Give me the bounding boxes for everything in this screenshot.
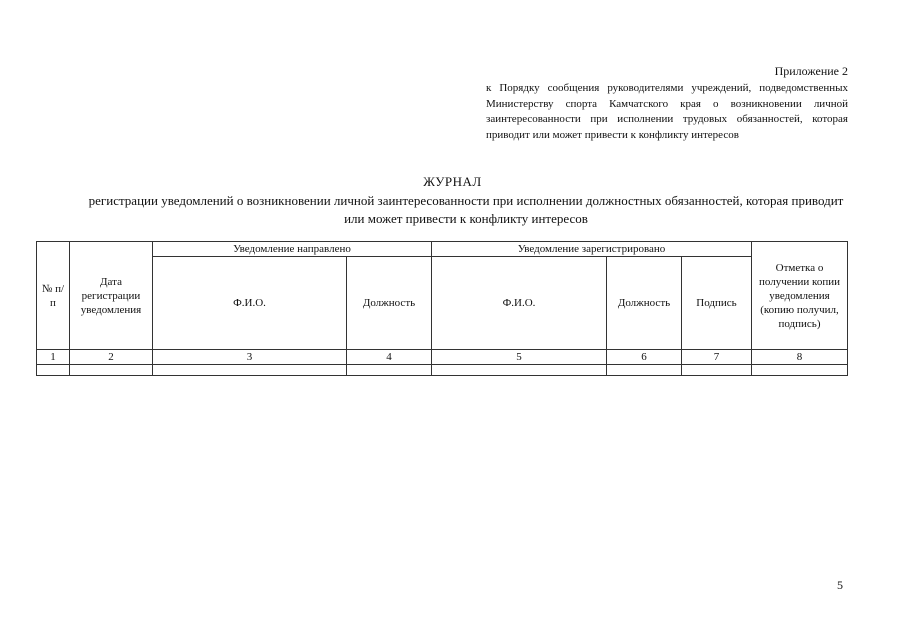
journal-table: [36, 241, 848, 376]
empty-cell: [752, 365, 848, 376]
header-sent-group: Уведомление направлено: [153, 242, 432, 257]
empty-cell: [153, 365, 347, 376]
column-number: 5: [432, 350, 607, 365]
column-number: 4: [347, 350, 432, 365]
header-row-groups: [37, 242, 848, 257]
document-subtitle: регистрации уведомлений о возникновении личной заинтересованности при исполнении должностных обязанностей, которая приводит или может привести к конфликту интересов: [88, 193, 844, 226]
document-title: ЖУРНАЛ: [423, 174, 482, 189]
appendix-title: Приложение 2: [774, 64, 848, 78]
column-number: 6: [607, 350, 682, 365]
header-row-sub: [37, 257, 848, 350]
empty-row: [37, 365, 848, 376]
column-number-row: [37, 350, 848, 365]
column-number: 1: [37, 350, 70, 365]
empty-cell: [682, 365, 752, 376]
empty-cell: [607, 365, 682, 376]
empty-cell: [432, 365, 607, 376]
header-date: Дата регистрации уведомления: [70, 242, 153, 350]
column-number: 7: [682, 350, 752, 365]
header-num: № п/п: [37, 242, 70, 350]
column-number: 3: [153, 350, 347, 365]
header-reg-position: Должность: [607, 257, 682, 350]
header-reg-signature: Подпись: [682, 257, 752, 350]
header-sent-position: Должность: [347, 257, 432, 350]
page-number: 5: [837, 578, 843, 592]
header-sent-fio: Ф.И.О.: [153, 257, 347, 350]
empty-cell: [347, 365, 432, 376]
header-receipt: Отметка о получении копии уведомления (копию получил, подпись): [752, 242, 848, 350]
column-number: 8: [752, 350, 848, 365]
empty-cell: [37, 365, 70, 376]
header-reg-fio: Ф.И.О.: [432, 257, 607, 350]
empty-cell: [70, 365, 153, 376]
header-registered-group: Уведомление зарегистрировано: [432, 242, 752, 257]
appendix-text: к Порядку сообщения руководителями учреждений, подведомственных Министерству спорта Камчатского края о возникновении личной заинтересованности при исполнении трудовых обязанностей, которая приводит или может привести к конфликту интересов: [486, 82, 848, 141]
column-number: 2: [70, 350, 153, 365]
